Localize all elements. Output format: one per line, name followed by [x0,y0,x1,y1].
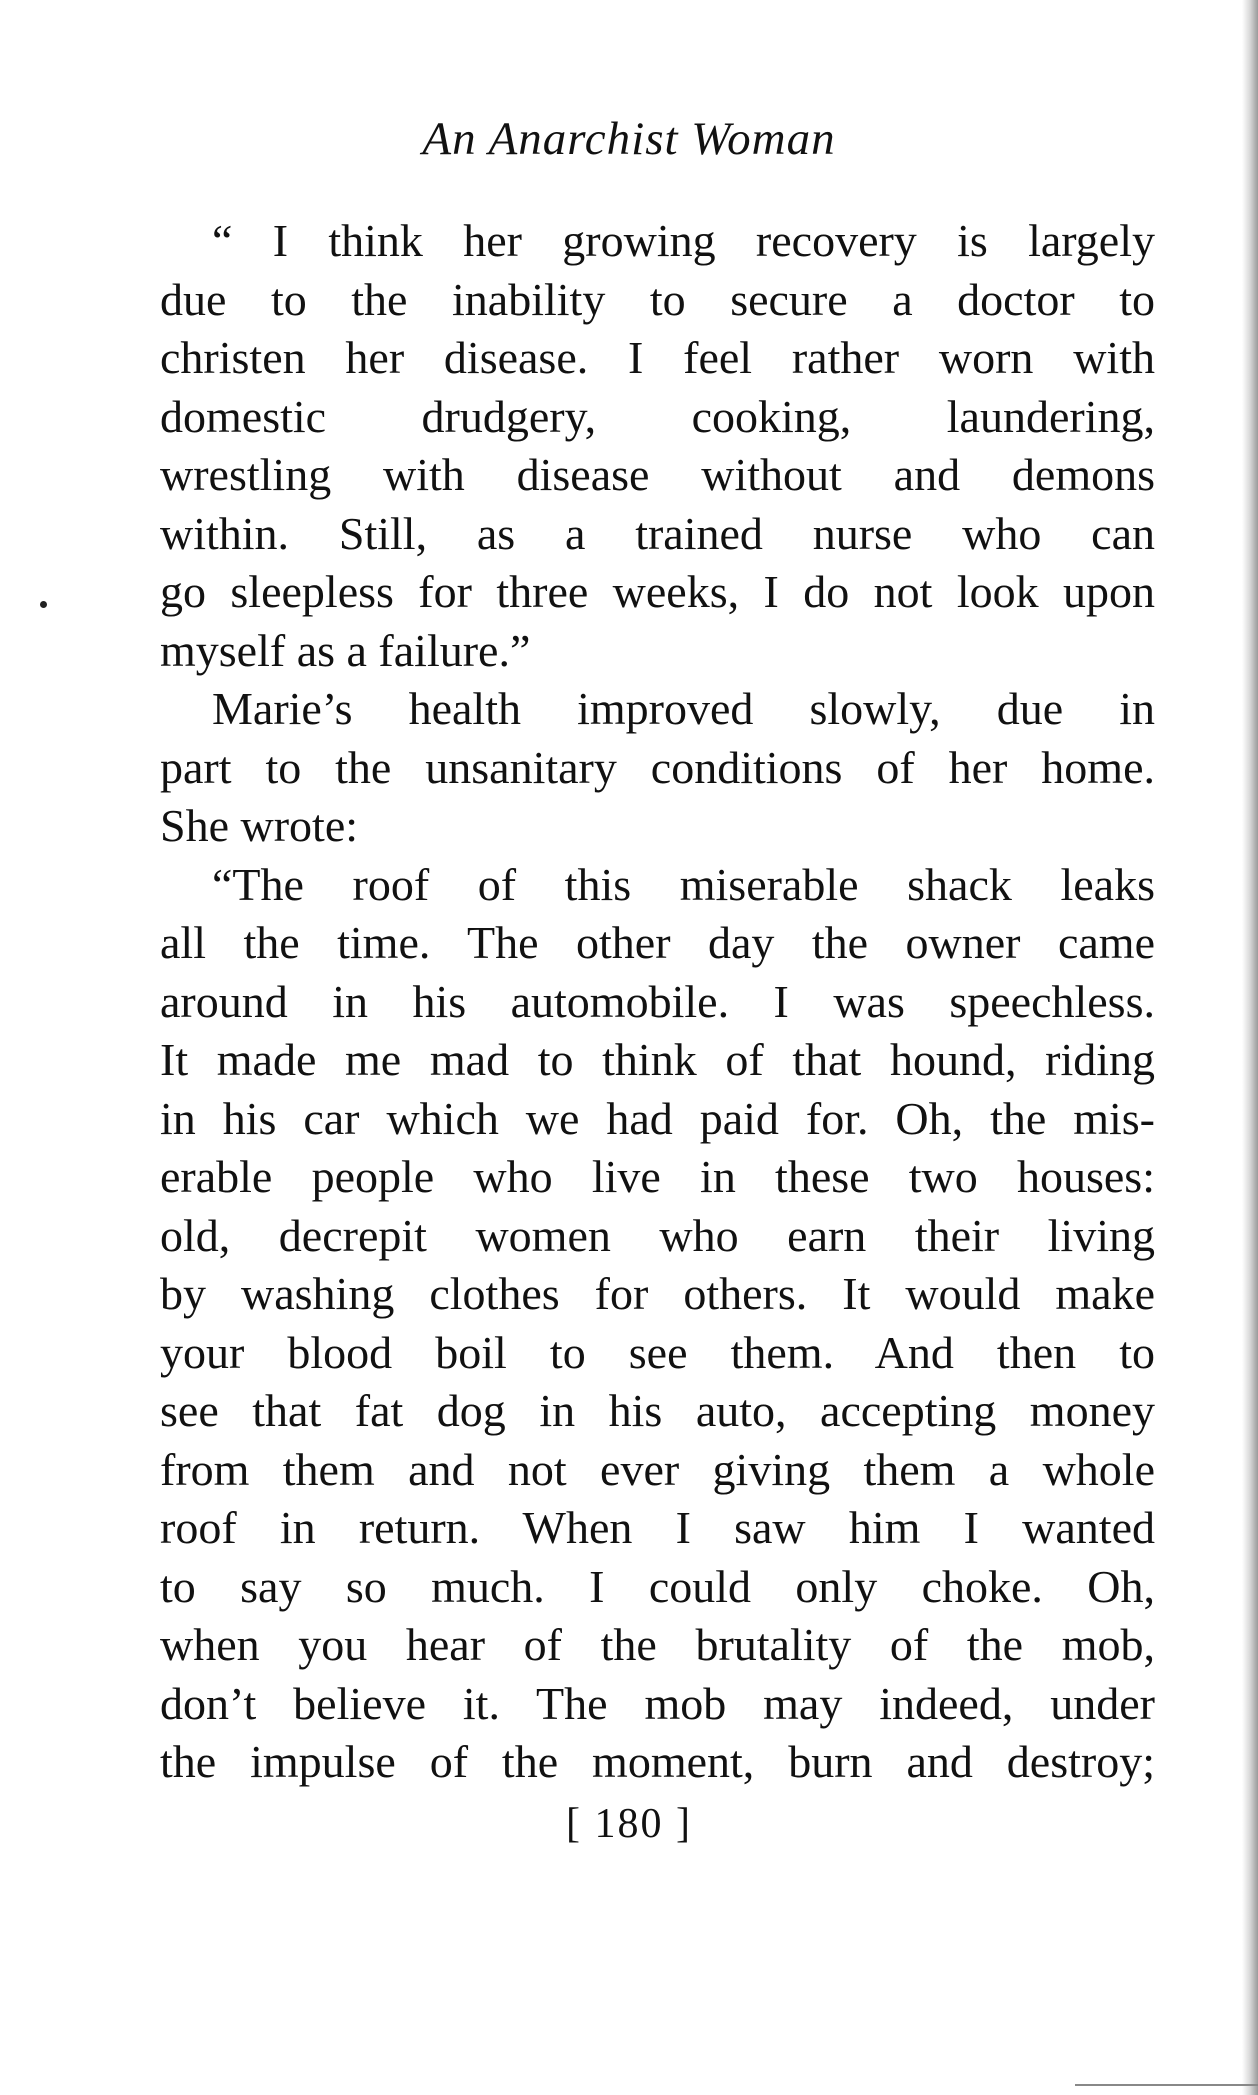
text-line: “ I think her growing recovery is largely [212,215,1155,266]
page-number: [ 180 ] [566,1801,692,1847]
text-line: It made me mad to think of that hound, riding [160,1034,1155,1085]
text-line: wrestling with disease without and demons [160,449,1155,500]
text-line: Marie’s health improved slowly, due in [212,683,1155,734]
text-line: when you hear of the brutality of the mob, [160,1619,1155,1670]
text-line: domestic drudgery, cooking, laundering, [160,390,1155,442]
text-line: the impulse of the moment, burn and destroy; [160,1736,1155,1787]
text-line: don’t believe it. The mob may indeed, under [160,1677,1155,1729]
text-line: myself as a failure.” [160,624,531,676]
text-line: from them and not ever giving them a whole [160,1443,1155,1495]
text-line: roof in return. When I saw him I wanted [160,1502,1155,1553]
text-line: go sleepless for three weeks, I do not look upon [160,566,1155,617]
text-line: due to the inability to secure a doctor to [160,273,1155,325]
text-line: to say so much. I could only choke. Oh, [160,1560,1155,1612]
text-line: all the time. The other day the owner came [160,917,1155,968]
text-line: erable people who live in these two houses: [160,1151,1155,1202]
text-line: by washing clothes for others. It would make [160,1268,1155,1319]
body-text [160,212,1155,1792]
text-line: see that fat dog in his auto, accepting money [160,1385,1155,1436]
margin-speck [40,601,47,608]
bottom-edge-line [1075,2084,1258,2086]
text-line: old, decrepit women who earn their living [160,1209,1155,1261]
text-line: around in his automobile. I was speechless. [160,975,1155,1027]
text-line: She wrote: [160,800,359,851]
page-edge-shadow [1242,0,1258,2095]
text-line: your blood boil to see them. And then to [160,1326,1155,1378]
running-head: An Anarchist Woman [422,113,836,165]
text-line: christen her disease. I feel rather worn with [160,332,1155,383]
text-line: “The roof of this miserable shack leaks [212,858,1155,910]
text-line: within. Still, as a trained nurse who can [160,507,1155,559]
text-line: part to the unsanitary conditions of her home. [160,741,1155,793]
text-line: in his car which we had paid for. Oh, the mis- [160,1092,1155,1144]
